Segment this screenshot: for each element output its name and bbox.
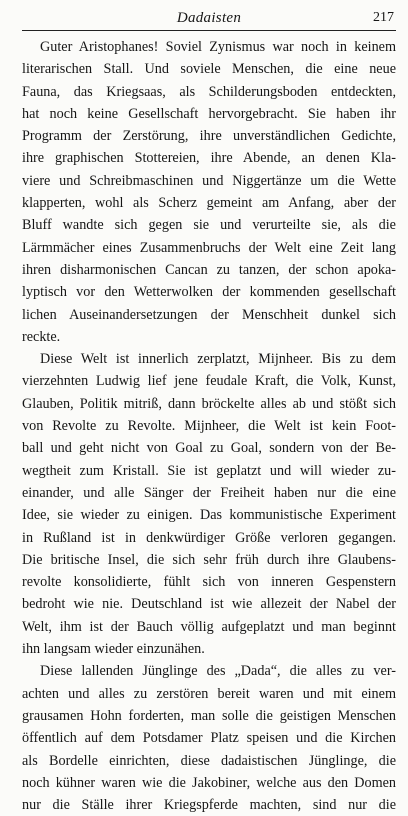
text-line: revolte konsolidierte, fühlt sich von inneren Gespenstern [22, 574, 396, 591]
text-line: Diese Welt ist innerlich zerplatzt, Mijnheer. Bis zu dem [40, 351, 396, 368]
running-title: Dadaisten [176, 10, 242, 26]
text-line: von Revolte zu Revolte. Mijnheer, die Welt ist kein Foot- [22, 418, 396, 435]
text-line: Bluff wandte sich gegen sie und verurteilte sie, als die [22, 217, 396, 234]
text-line: Guter Aristophanes! Soviel Zynismus war noch in keinem [40, 39, 396, 55]
text-line: grausamen Hohn forderten, man solle die geistigen Menschen [22, 707, 396, 724]
text-line: achten und alles zu zerstören bereit waren und mit einem [22, 685, 396, 702]
running-header [22, 8, 396, 31]
text-line: ihren disharmonischen Cancan zu tanzen, der schon apoka- [22, 261, 396, 278]
text-line: in Rußland ist in denkwürdiger Größe verloren gegangen. [22, 529, 396, 546]
text-line: Idee, sie wieder zu einigen. Das kommunistische Experiment [22, 507, 396, 524]
text-line: klapperten, wohl als Scherz gemeint am Anfang, aber der [22, 195, 396, 212]
text-line: Welt, ihm ist der Bauch völlig aufgeplatzt und man beginnt [22, 618, 396, 635]
text-line: ball und geht nicht von Goal zu Goal, sondern von der Be- [22, 440, 396, 457]
text-line: lichen Auseinandersetzungen der Menschheit dunkel sich [22, 306, 396, 323]
text-line: wegtheit zum Kristall. Sie ist geplatzt und will wieder zu- [22, 462, 396, 479]
text-line: ihn langsam wieder einzunähen. [22, 641, 205, 658]
text-line: noch kühner waren wie die Jakobiner, welche aus den Domen [22, 774, 396, 791]
text-line: ihre graphischen Stottereien, ihre Abende, an denen Kla- [22, 150, 396, 167]
page-number: 217 [373, 10, 394, 25]
text-line: Lärmmächer eines Zusammenbruchs der Welt eine Zeit lang [22, 239, 396, 256]
text-line: reckte. [22, 328, 61, 345]
text-line: viere und Schreibmaschinen und Niggertänze um die Wette [22, 172, 396, 189]
text-line: literarischen Stall. Und soviele Menschen, die eine neue [22, 61, 396, 78]
text-line: bedroht wie nie. Deutschland ist wie allezeit der Nabel der [22, 596, 396, 613]
text-line: Diese lallenden Jünglinge des „Dada“, die alles zu ver- [40, 663, 396, 680]
text-line: Die britische Insel, die sich sehr früh durch ihre Glaubens- [22, 551, 396, 568]
text-line: als Bordelle einrichten, diese dadaistischen Jünglinge, die [22, 752, 396, 769]
text-line: Programm der Zerstörung, ihre unverständlichen Gedichte, [22, 128, 396, 145]
text-line: Fauna, das Kriegsaas, als Schilderungsboden entdeckten, [22, 83, 396, 100]
text-line: vierzehnten Ludwig lief jene feudale Kraft, die Volk, Kunst, [22, 373, 396, 390]
text-line: nur die Ställe ihrer Kriegspferde machten, sind nur die [22, 797, 396, 814]
text-line: öffentlich auf dem Potsdamer Platz speisen und die Kirchen [22, 730, 396, 747]
text-line: Glauben, Politik mitriß, dann bröckelte alles ab und stößt sich [22, 395, 396, 412]
text-line: lyptisch vor den Wetterwolken der kommenden gesellschaft [22, 284, 396, 301]
text-line: hat noch keine Gesellschaft hervorgebracht. Sie haben ihr [22, 105, 396, 122]
body-text [22, 36, 396, 816]
text-line: einander, und alle Sänger der Freiheit haben nur die eine [22, 484, 396, 501]
